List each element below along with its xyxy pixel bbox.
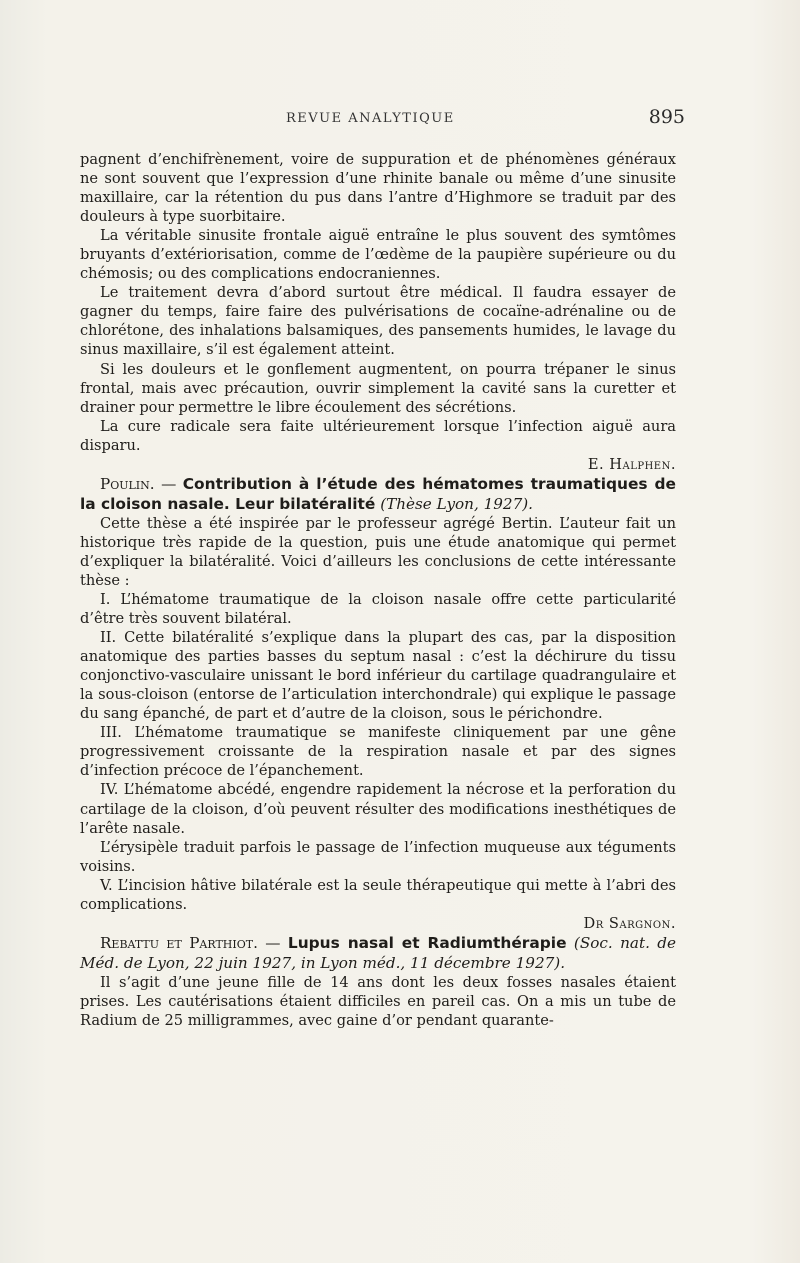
paragraph: II. Cette bilatéralité s’explique dans la plupart des cas, par la disposition anatomique des parties basses du septum nasal : c’est la déchirure du tissu conjonctivo-vasculaire unissant le bord inférieur du cartilage quadrangulaire et la sous-cloison (entorse de l’articulation interchondrale) qui explique le passage du sang épanché, de part et d’autre de la cloison, sous le périchondre. <box>80 629 676 723</box>
paragraph: Si les douleurs et le gonflement augmentent, on pourra trépaner le sinus frontal, mais avec précaution, ouvrir simplement la cavité sans la curetter et drainer pour permettre le libre écoulement des sécrétions. <box>80 360 676 416</box>
journal-title: REVUE ANALYTIQUE <box>286 111 455 126</box>
paragraph: La véritable sinusite frontale aiguë entraîne le plus souvent des symtômes bruyants d’extériorisation, comme de l’œdème de la paupière supérieure ou du chémosis; ou des complications endocraniennes. <box>80 227 676 283</box>
paragraph: IV. L’hématome abcédé, engendre rapidement la nécrose et la perforation du cartilage de la cloison, d’où peuvent résulter des modifications inesthétiques de l’arête nasale. <box>80 781 676 837</box>
heading-dash: — <box>257 933 288 952</box>
article-body <box>80 150 676 1030</box>
paragraph: III. L’hématome traumatique se manifeste cliniquement par une gêne progressivement croissante de la respiration nasale et par des signes d’infection précoce de l’épanchement. <box>80 724 676 780</box>
section-heading <box>80 474 676 514</box>
paragraph: pagnent d’enchifrènement, voire de suppuration et de phénomènes généraux ne sont souvent que l’expression d’une rhinite banale ou même d’une sinusite maxillaire, car la rétention du pus dans l’antre d’Highmore se traduit par des douleurs à type suorbitaire. <box>80 151 676 226</box>
paragraph: La cure radicale sera faite ultérieurement lorsque l’infection aiguë aura disparu. <box>80 417 676 454</box>
section-title: Lupus nasal et Radiumthérapie <box>287 933 567 952</box>
paragraph: L’érysipèle traduit parfois le passage de l’infection muqueuse aux téguments voisins. <box>80 838 676 875</box>
heading-dash: — <box>154 474 183 493</box>
signature: Dr Sargnon. <box>583 914 676 932</box>
signature: E. Halphen. <box>587 455 676 473</box>
paragraph: I. L’hématome traumatique de la cloison nasale offre cette particularité d’être très souvent bilatéral. <box>80 590 676 628</box>
page-number: 895 <box>648 106 685 128</box>
paragraph: Il s’agit d’une jeune fille de 14 ans dont les deux fosses nasales étaient prises. Les cautérisations étaient difficiles en pareil cas. On a mis un tube de Radium de 25 milligrammes, avec gaine d’or pendant quarante- <box>80 973 676 1029</box>
section-source: (Thèse Lyon, 1927). <box>380 494 534 513</box>
running-header <box>80 108 685 132</box>
paragraph: Le traitement devra d’abord surtout être médical. Il faudra essayer de gagner du temps, faire faire des pulvérisations de cocaïne-adrénaline ou de chlorétone, des inhalations balsamiques, des pansements humides, le lavage du sinus maxillaire, s’il est également atteint. <box>80 284 676 359</box>
section-title: Contribution à l’étude des hématomes traumatiques de la cloison nasale. Leur bilatéralité <box>80 474 676 513</box>
section-heading <box>80 933 676 973</box>
paragraph: Cette thèse a été inspirée par le professeur agrégé Bertin. L’auteur fait un historique très rapide de la question, puis une étude anatomique qui permet d’expliquer la bilatéralité. Voici d’ailleurs les conclusions de cette intéressante thèse : <box>80 514 676 589</box>
section-source: (Soc. nat. de Méd. de Lyon, 22 juin 1927, in Lyon méd., 11 décembre 1927). <box>80 933 676 972</box>
section-author: Poulin. <box>100 474 155 493</box>
section-author: Rebattu et Parthiot. <box>100 933 258 952</box>
paragraph: V. L’incision hâtive bilatérale est la seule thérapeutique qui mette à l’abri des complications. <box>80 876 676 913</box>
